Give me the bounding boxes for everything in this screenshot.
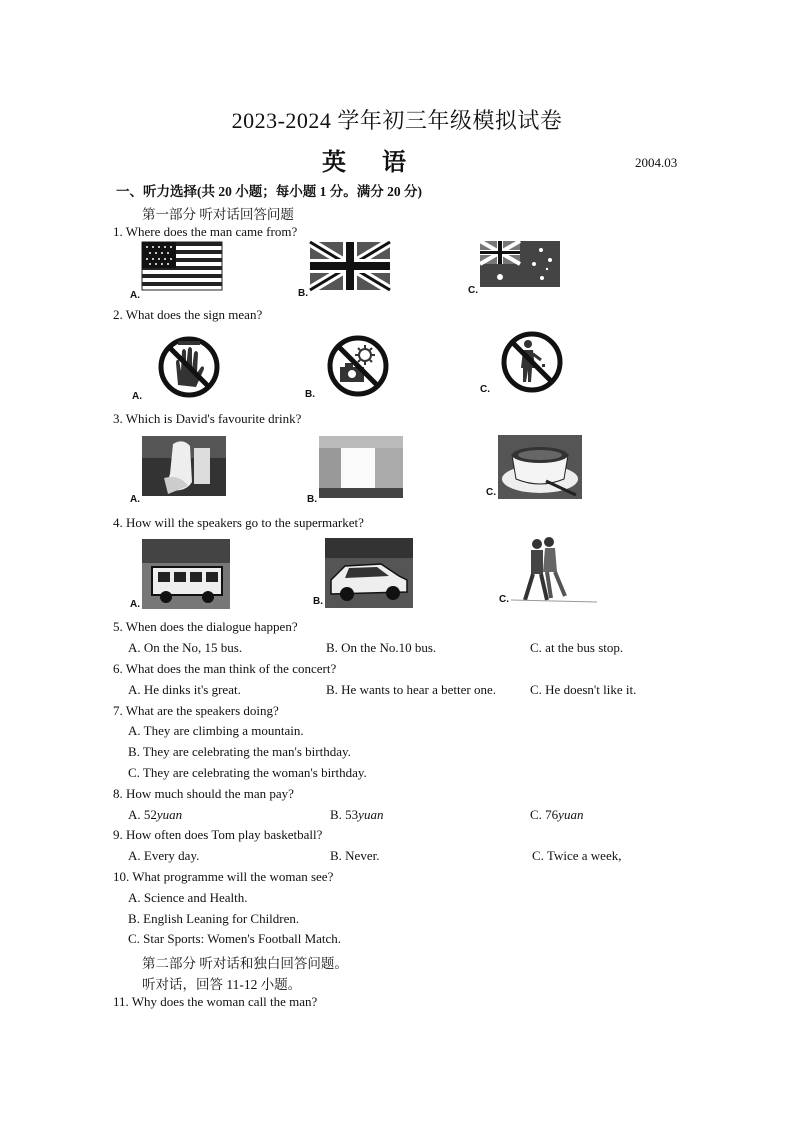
q5-option-b: B. On the No.10 bus.	[326, 640, 437, 655]
q2-option-a	[130, 333, 225, 408]
q8-option-a	[128, 807, 182, 823]
option-label: C.	[468, 285, 478, 296]
question-11: 11. Why does the woman call the man?	[113, 994, 318, 1009]
unit: yuan	[358, 807, 384, 822]
q4-option-c	[497, 534, 601, 613]
option-label: A.	[132, 391, 142, 402]
q3-option-b	[305, 434, 405, 513]
option-label: B.	[305, 389, 315, 400]
subject-title: 英语	[322, 150, 442, 176]
option-text: C. 76	[530, 807, 559, 822]
q5-option-c: C. at the bus stop.	[530, 640, 624, 655]
q9-option-a: A. Every day.	[128, 848, 200, 863]
option-label: C.	[480, 384, 490, 395]
unit: yuan	[156, 807, 183, 822]
no-touching-sign-icon	[130, 333, 225, 403]
question-6: 6. What does the man think of the concert?	[113, 661, 337, 676]
q10-option-b: B. English Leaning for Children.	[128, 911, 300, 926]
q5-option-a: A. On the No, 15 bus.	[128, 640, 243, 655]
option-label: C.	[499, 594, 509, 605]
uk-flag-icon	[296, 240, 394, 302]
option-label: A.	[130, 494, 140, 505]
q4-option-a	[128, 537, 232, 616]
option-text: B. 53	[330, 807, 359, 822]
q2-option-c	[478, 330, 573, 405]
part1-heading: 第一部分 听对话回答问题	[142, 207, 294, 222]
section-heading: 一、听力选择(共 20 小题；每小题 1 分。满分 20 分)	[116, 184, 422, 199]
q6-option-b: B. He wants to hear a better one.	[326, 682, 497, 697]
option-label: A.	[130, 290, 140, 301]
q1-option-c	[466, 238, 566, 305]
question-5: 5. When does the dialogue happen?	[113, 619, 298, 634]
option-label: A.	[130, 599, 140, 610]
question-9: 9. How often does Tom play basketball?	[113, 827, 323, 842]
no-photography-sign-icon	[303, 333, 398, 403]
q3-option-a	[128, 434, 228, 513]
q10-option-c: C. Star Sports: Women's Football Match.	[128, 931, 342, 946]
q2-option-b	[303, 333, 398, 408]
option-text: A. 52	[128, 807, 157, 822]
car-photo	[311, 536, 415, 610]
part2-note: 听对话，回答 11-12 小题。	[142, 977, 302, 992]
q9-option-c: C. Twice a week,	[532, 848, 622, 863]
question-7: 7. What are the speakers doing?	[113, 703, 279, 718]
usa-flag-icon	[128, 240, 223, 302]
question-8: 8. How much should the man pay?	[113, 786, 294, 801]
unit: yuan	[558, 807, 584, 822]
option-label: C.	[486, 487, 496, 498]
q7-option-b: B. They are celebrating the man's birthday.	[128, 744, 351, 759]
q7-option-a: A. They are climbing a mountain.	[128, 723, 304, 738]
q7-option-c: C. They are celebrating the woman's birthday.	[128, 765, 367, 780]
q3-option-c	[484, 433, 584, 508]
q6-option-c: C. He doesn't like it.	[530, 682, 637, 697]
question-4: 4. How will the speakers go to the supermarket?	[113, 515, 364, 530]
option-label: B.	[313, 596, 323, 607]
q8-option-b	[330, 807, 383, 823]
q10-option-a: A. Science and Health.	[128, 890, 248, 905]
question-3: 3. Which is David's favourite drink?	[113, 411, 302, 426]
q6-option-a: A. He dinks it's great.	[128, 682, 241, 697]
q1-option-a	[128, 240, 223, 307]
q4-option-b	[311, 536, 415, 615]
exam-date: 2004.03	[635, 155, 678, 170]
coffee-photo	[484, 433, 584, 503]
water-photo	[305, 434, 405, 508]
exam-title: 2023-2024 学年初三年级模拟试卷	[231, 108, 563, 133]
no-littering-sign-icon	[478, 330, 573, 400]
part2-heading: 第二部分 听对话和独白回答问题。	[142, 956, 348, 971]
bus-photo	[128, 537, 232, 611]
question-2: 2. What does the sign mean?	[113, 307, 263, 322]
q8-option-c	[530, 807, 583, 823]
australia-flag-icon	[466, 238, 566, 300]
option-label: B.	[298, 288, 308, 299]
option-label: B.	[307, 494, 317, 505]
question-10: 10. What programme will the woman see?	[113, 869, 334, 884]
question-1: 1. Where does the man came from?	[113, 224, 298, 239]
q9-option-b: B. Never.	[330, 848, 380, 863]
q1-option-b	[296, 240, 394, 307]
walking-photo	[497, 534, 601, 608]
milk-photo	[128, 434, 228, 508]
